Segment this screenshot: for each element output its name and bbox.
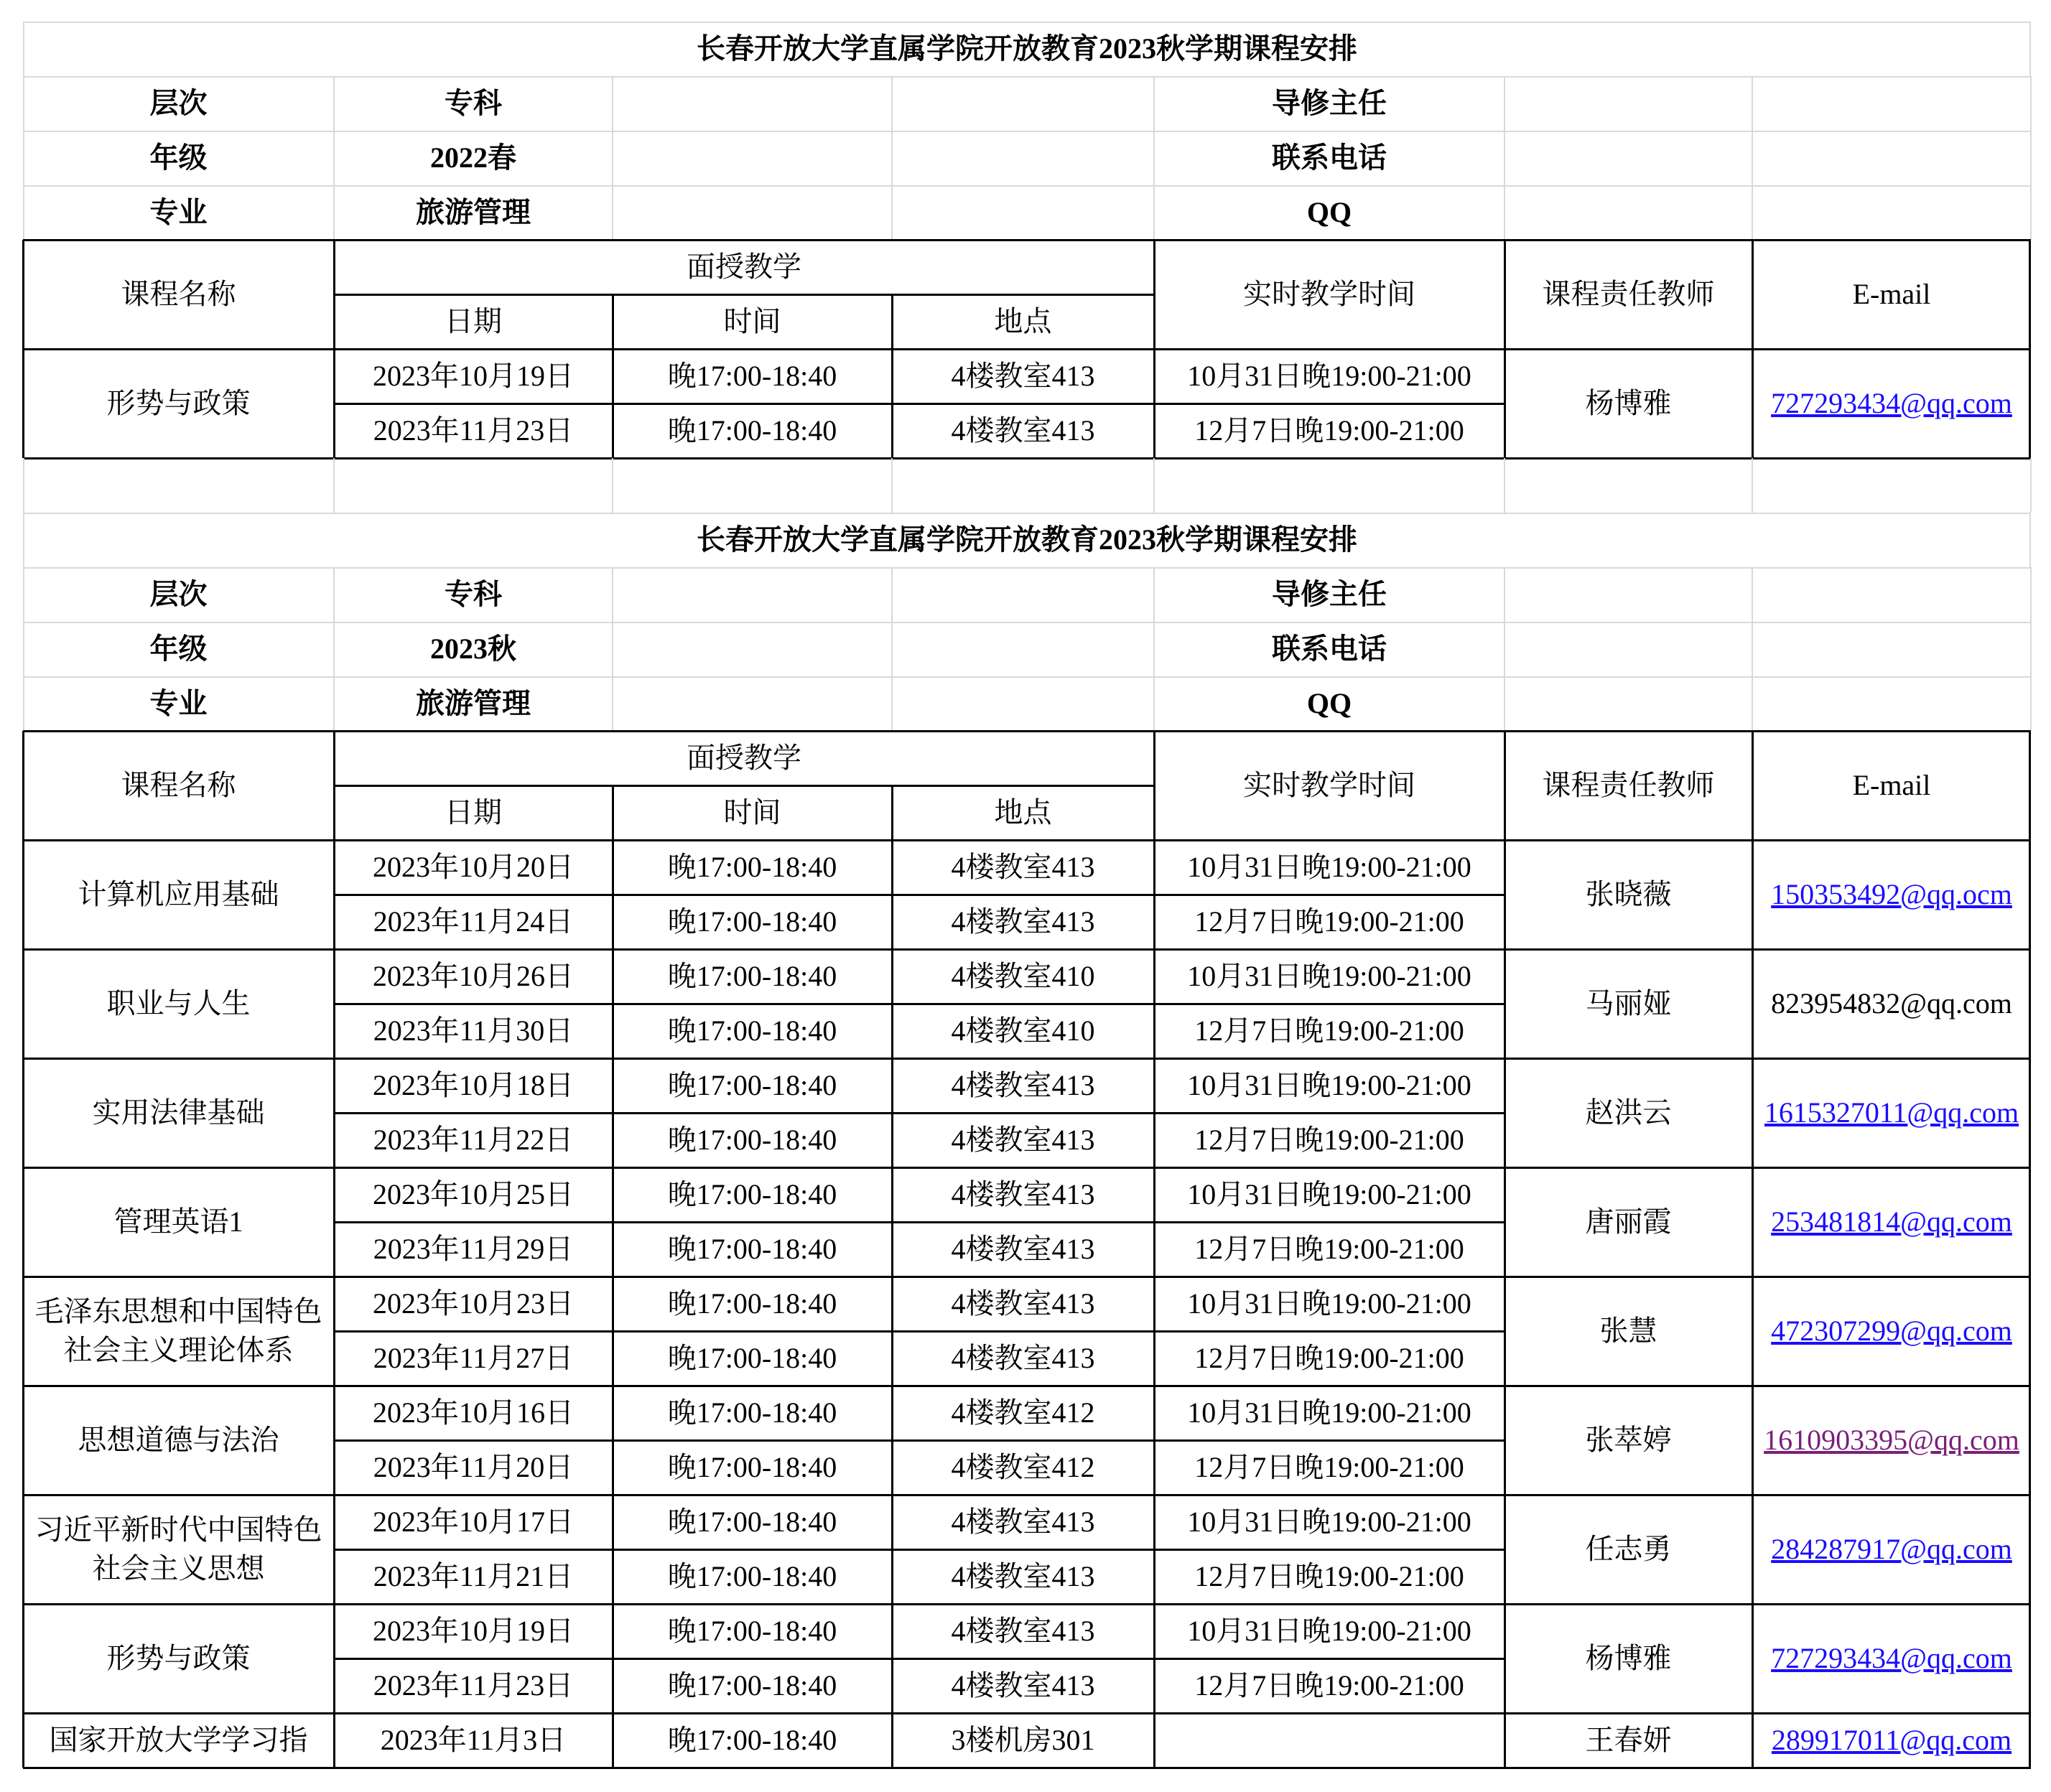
info-label: 专业 [149,196,208,228]
grid-line [891,458,893,513]
course-name: 职业与人生 [106,987,251,1019]
session-time: 晚17:00-18:40 [667,1124,837,1156]
course-name: 思想道德与法治 [78,1424,279,1456]
grid-line [891,76,893,240]
session-date: 2023年10月25日 [373,1178,574,1210]
course-teacher: 唐丽霞 [1585,1205,1672,1238]
grid-line [334,1112,1504,1114]
session-time: 晚17:00-18:40 [667,1451,837,1483]
session-place: 4楼教室413 [951,905,1095,938]
course-email [1752,1277,2031,1386]
grid-line [23,730,2031,732]
schedule-grid [23,22,2031,1770]
email-link[interactable]: 727293434@qq.com [1771,387,2012,419]
session-date: 2023年10月19日 [373,1615,574,1647]
email-link[interactable]: 253481814@qq.com [1771,1205,2012,1238]
header-face-to-face: 面授教学 [687,742,801,774]
course-teacher: 张萃婷 [1585,1424,1672,1456]
session-place: 4楼教室413 [951,1124,1095,1156]
session-time: 晚17:00-18:40 [667,1287,837,1320]
course-email [1752,1167,2031,1277]
session-date: 2023年10月23日 [373,1287,574,1320]
session-date: 2023年10月18日 [373,1069,574,1101]
email-link[interactable]: 727293434@qq.com [1771,1642,2012,1674]
session-date: 2023年11月21日 [373,1560,574,1592]
session-time: 晚17:00-18:40 [667,1342,837,1374]
info-label: 专业 [149,687,208,719]
info-label: 年级 [149,141,208,174]
grid-line [1752,731,1754,1768]
session-place: 4楼教室412 [951,1396,1095,1429]
email-link: 823954832@qq.com [1771,987,2012,1019]
email-link[interactable]: 150353492@qq.ocm [1771,878,2012,910]
grid-line [891,567,893,731]
course-name: 计算机应用基础 [78,878,279,910]
course-email [1752,840,2031,949]
session-time: 晚17:00-18:40 [667,1669,837,1702]
session-place: 4楼教室413 [951,1669,1095,1702]
session-time: 晚17:00-18:40 [667,905,837,938]
course-email [1752,1713,2031,1768]
grid-line [2030,76,2032,240]
header-teacher: 课程责任教师 [1542,769,1715,801]
session-realtime: 10月31日晚19:00-21:00 [1187,960,1471,992]
grid-line [334,1330,1504,1333]
session-place: 4楼教室410 [951,1014,1095,1047]
session-realtime: 10月31日晚19:00-21:00 [1187,1506,1471,1538]
header-time: 时间 [723,796,781,829]
course-name: 国家开放大学学习指 [49,1724,308,1756]
session-realtime: 12月7日晚19:00-21:00 [1194,1342,1464,1374]
grid-line [334,1003,1504,1005]
session-place: 4楼教室413 [951,851,1095,883]
session-place: 4楼教室413 [951,1615,1095,1647]
email-link[interactable]: 472307299@qq.com [1771,1315,2012,1347]
course-email [1752,1386,2031,1495]
grid-line [1504,240,1506,458]
info-label: 层次 [149,87,208,119]
grid-line [1153,458,1155,513]
session-time: 晚17:00-18:40 [667,851,837,883]
session-place: 4楼教室413 [951,1178,1095,1210]
sheet-title: 长春开放大学直属学院开放教育2023秋学期课程安排 [697,523,1357,556]
course-email [1752,349,2031,458]
sheet-title: 长春开放大学直属学院开放教育2023秋学期课程安排 [697,32,1357,65]
session-place: 4楼教室410 [951,960,1095,992]
session-realtime: 10月31日晚19:00-21:00 [1187,1396,1471,1429]
grid-line [23,239,2031,241]
grid-line [23,1712,2031,1714]
email-link[interactable]: 289917011@qq.com [1771,1724,2012,1756]
course-name: 形势与政策 [106,387,251,419]
course-teacher: 任志勇 [1585,1533,1672,1565]
session-time: 晚17:00-18:40 [667,1178,837,1210]
grid-line [2029,240,2031,458]
course-email [1752,949,2031,1058]
session-date: 2023年10月17日 [373,1506,574,1538]
session-time: 晚17:00-18:40 [667,1396,837,1429]
session-realtime: 10月31日晚19:00-21:00 [1187,851,1471,883]
session-realtime: 12月7日晚19:00-21:00 [1194,905,1464,938]
grid-line [334,894,1504,896]
grid-line [612,785,614,1768]
session-realtime: 10月31日晚19:00-21:00 [1187,360,1471,392]
grid-line [334,1221,1504,1223]
grid-line [1752,458,1753,513]
grid-line [2030,458,2032,513]
session-time: 晚17:00-18:40 [667,414,837,447]
grid-line [22,240,24,458]
course-teacher: 杨博雅 [1585,387,1672,419]
grid-line [1752,76,1753,240]
email-link[interactable]: 1610903395@qq.com [1764,1424,2019,1456]
session-place: 4楼教室413 [951,1342,1095,1374]
session-date: 2023年10月19日 [373,360,574,392]
grid-line [1153,731,1155,1768]
session-date: 2023年11月24日 [373,905,574,938]
header-course: 课程名称 [121,278,236,310]
session-time: 晚17:00-18:40 [667,1233,837,1265]
session-date: 2023年10月16日 [373,1396,574,1429]
session-realtime [1154,1713,1504,1768]
grid-line [23,948,2031,951]
session-time: 晚17:00-18:40 [667,1069,837,1101]
session-time: 晚17:00-18:40 [667,960,837,992]
course-email [1752,1495,2031,1604]
grid-line [23,1494,2031,1496]
grid-line [334,1549,1504,1551]
session-date: 2023年11月27日 [373,1342,574,1374]
grid-line [333,731,335,1768]
header-realtime: 实时教学时间 [1243,769,1415,801]
info-right-label: 导修主任 [1272,578,1387,610]
course-teacher: 张晓薇 [1585,878,1672,910]
course-name: 毛泽东思想和中国特色社会主义理论体系 [34,1295,322,1366]
course-teacher: 赵洪云 [1585,1096,1672,1129]
session-time: 晚17:00-18:40 [667,1014,837,1047]
session-place: 3楼机房301 [951,1724,1095,1756]
grid-line [891,785,893,1768]
header-face-to-face: 面授教学 [687,251,801,283]
info-value: 专科 [445,578,502,610]
course-teacher: 马丽娅 [1585,987,1672,1019]
session-realtime: 10月31日晚19:00-21:00 [1187,1287,1471,1320]
session-date: 2023年10月26日 [373,960,574,992]
grid-line [2029,731,2031,1768]
grid-line [334,403,1504,405]
grid-line [23,839,2031,841]
grid-line [1153,240,1155,458]
info-value: 专科 [445,87,502,119]
session-date: 2023年11月3日 [380,1724,567,1756]
session-realtime: 10月31日晚19:00-21:00 [1187,1178,1471,1210]
grid-line [23,348,2031,350]
session-place: 4楼教室413 [951,1506,1095,1538]
grid-line [1752,240,1754,458]
grid-line [23,1167,2031,1169]
grid-line [23,1603,2031,1605]
grid-line [23,1385,2031,1387]
email-link[interactable]: 1615327011@qq.com [1764,1096,2019,1129]
session-realtime: 12月7日晚19:00-21:00 [1194,1014,1464,1047]
info-value: 旅游管理 [416,196,531,228]
grid-line [612,458,613,513]
info-label: 年级 [149,633,208,665]
session-date: 2023年11月22日 [373,1124,574,1156]
header-date: 日期 [445,305,502,337]
header-email: E-mail [1852,769,1931,801]
session-realtime: 12月7日晚19:00-21:00 [1194,1560,1464,1592]
grid-line [22,731,24,1768]
info-value: 旅游管理 [416,687,531,719]
session-place: 4楼教室412 [951,1451,1095,1483]
session-place: 4楼教室413 [951,1560,1095,1592]
grid-line [23,1276,2031,1278]
header-date: 日期 [445,796,502,829]
session-place: 4楼教室413 [951,1069,1095,1101]
course-teacher: 张慧 [1599,1315,1657,1347]
info-right-label: 联系电话 [1272,141,1387,174]
email-link[interactable]: 284287917@qq.com [1771,1533,2012,1565]
session-date: 2023年11月29日 [373,1233,574,1265]
grid-line [23,1767,2031,1769]
course-name: 实用法律基础 [92,1096,265,1129]
info-value: 2023秋 [430,633,516,665]
session-realtime: 10月31日晚19:00-21:00 [1187,1615,1471,1647]
header-realtime: 实时教学时间 [1243,278,1415,310]
session-realtime: 12月7日晚19:00-21:00 [1194,1451,1464,1483]
course-name: 管理英语1 [113,1205,243,1238]
session-time: 晚17:00-18:40 [667,1506,837,1538]
header-teacher: 课程责任教师 [1542,278,1715,310]
header-place: 地点 [994,796,1052,829]
grid-line [1752,567,1753,731]
session-realtime: 12月7日晚19:00-21:00 [1194,1669,1464,1702]
grid-line [333,458,335,513]
session-place: 4楼教室413 [951,1233,1095,1265]
info-label: 层次 [149,578,208,610]
course-email [1752,1604,2031,1713]
info-right-label: 导修主任 [1272,87,1387,119]
grid-line [23,457,2031,459]
grid-line [23,458,24,513]
session-realtime: 12月7日晚19:00-21:00 [1194,1233,1464,1265]
grid-line [23,1058,2031,1060]
grid-line [334,1658,1504,1660]
session-date: 2023年10月20日 [373,851,574,883]
grid-line [2030,567,2032,731]
header-email: E-mail [1852,278,1931,310]
grid-line [334,785,1154,787]
session-date: 2023年11月30日 [373,1014,574,1047]
schedule-spreadsheet [23,22,2031,1770]
session-realtime: 12月7日晚19:00-21:00 [1194,414,1464,447]
grid-line [1504,458,1505,513]
info-right-label: QQ [1306,687,1352,719]
header-place: 地点 [994,305,1052,337]
info-right-label: 联系电话 [1272,633,1387,665]
course-teacher: 王春妍 [1585,1724,1672,1756]
session-realtime: 12月7日晚19:00-21:00 [1194,1124,1464,1156]
session-realtime: 10月31日晚19:00-21:00 [1187,1069,1471,1101]
grid-line [334,294,1154,296]
session-date: 2023年11月23日 [373,414,574,447]
session-date: 2023年11月20日 [373,1451,574,1483]
session-time: 晚17:00-18:40 [667,360,837,392]
session-place: 4楼教室413 [951,360,1095,392]
course-name: 习近平新时代中国特色社会主义思想 [34,1513,322,1585]
session-time: 晚17:00-18:40 [667,1560,837,1592]
grid-line [891,294,893,458]
header-course: 课程名称 [121,769,236,801]
header-time: 时间 [723,305,781,337]
course-teacher: 杨博雅 [1585,1642,1672,1674]
session-date: 2023年11月23日 [373,1669,574,1702]
info-value: 2022春 [430,141,516,174]
info-right-label: QQ [1306,196,1352,228]
session-time: 晚17:00-18:40 [667,1724,837,1756]
session-time: 晚17:00-18:40 [667,1615,837,1647]
grid-line [1504,731,1506,1768]
grid-line [333,240,335,458]
grid-line [334,1439,1504,1442]
session-place: 4楼教室413 [951,414,1095,447]
grid-line [612,294,614,458]
course-email [1752,1058,2031,1167]
course-name: 形势与政策 [106,1642,251,1674]
session-place: 4楼教室413 [951,1287,1095,1320]
